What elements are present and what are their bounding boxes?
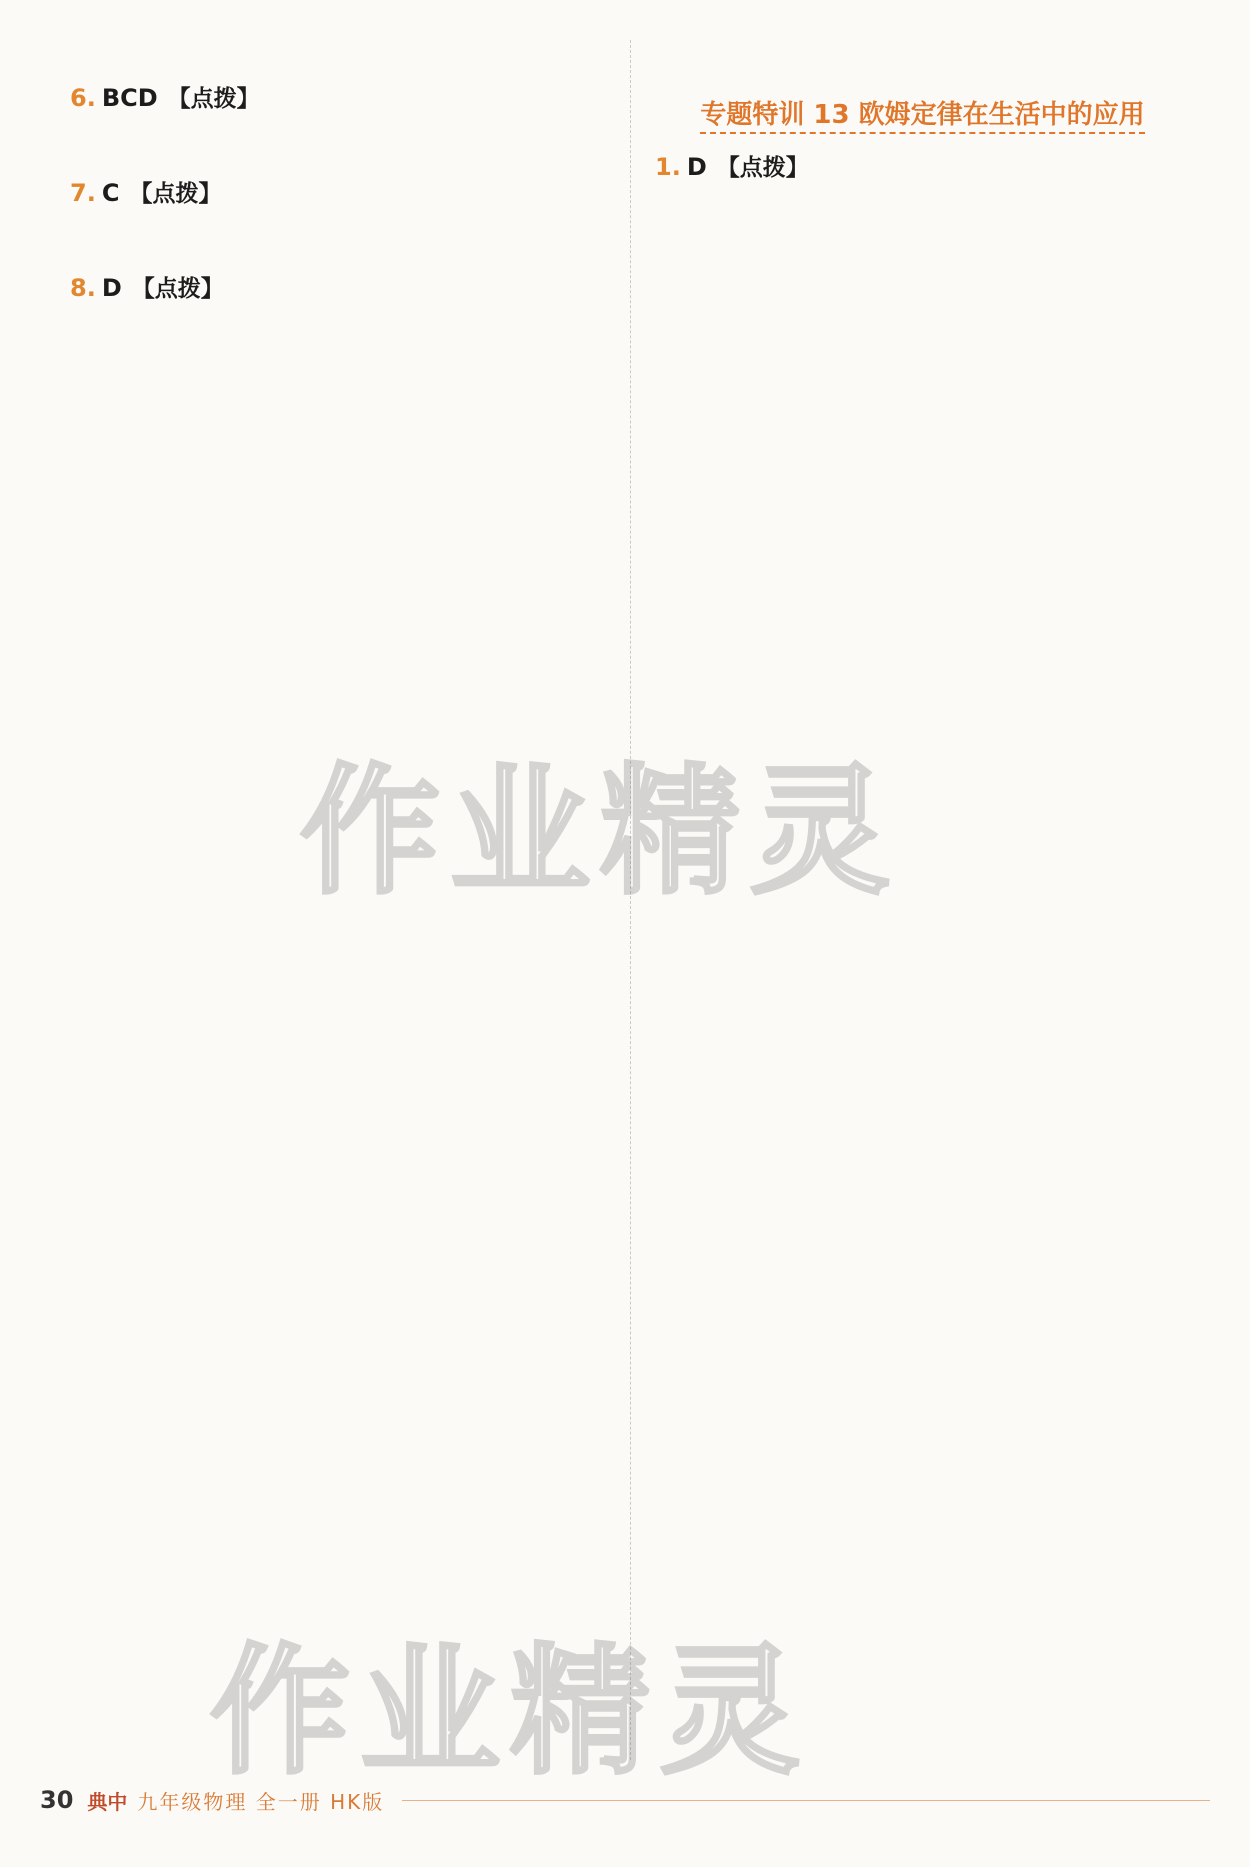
answer-item-1: [655, 149, 1190, 222]
hint-tag: 【点拨】: [131, 275, 224, 302]
section-heading: [655, 94, 1190, 131]
answer-choice: BCD: [101, 84, 158, 112]
item-number: 6.: [70, 84, 96, 112]
section-heading-text: 专题特训 13 欧姆定律在生活中的应用: [700, 100, 1144, 134]
item-number: 7.: [70, 179, 96, 207]
answer-choice: D: [686, 153, 707, 181]
answer-item-8: [70, 270, 605, 343]
brand-logo: 典中: [87, 1789, 128, 1814]
answer-item-7: [70, 175, 605, 248]
column-divider: [630, 40, 631, 1760]
item-number: 1.: [655, 153, 681, 181]
answer-item-6: [70, 80, 605, 153]
continued-solution: [655, 40, 1190, 80]
answer-page: [70, 40, 1190, 1760]
watermark: 作业精灵: [300, 751, 901, 914]
hint-tag: 【点拨】: [167, 85, 260, 112]
hint-tag: 【点拨】: [129, 180, 222, 207]
solution-text: [70, 303, 605, 343]
solution-text: [655, 182, 1190, 222]
answer-choice: C: [101, 179, 120, 207]
hint-tag: 【点拨】: [716, 154, 809, 181]
left-column: [70, 40, 605, 1760]
book-title: 九年级物理 全一册 HK版: [137, 1789, 385, 1814]
page-number: 30: [40, 1786, 74, 1814]
solution-text: [70, 113, 605, 153]
watermark: 作业精灵: [210, 1631, 811, 1794]
answer-choice: D: [101, 274, 122, 302]
item-number: 8.: [70, 274, 96, 302]
page-footer: [40, 1780, 1210, 1820]
solution-text: [70, 208, 605, 248]
footer-rule: [402, 1800, 1210, 1801]
intro-paragraph: [70, 40, 605, 80]
right-column: [655, 40, 1190, 1760]
